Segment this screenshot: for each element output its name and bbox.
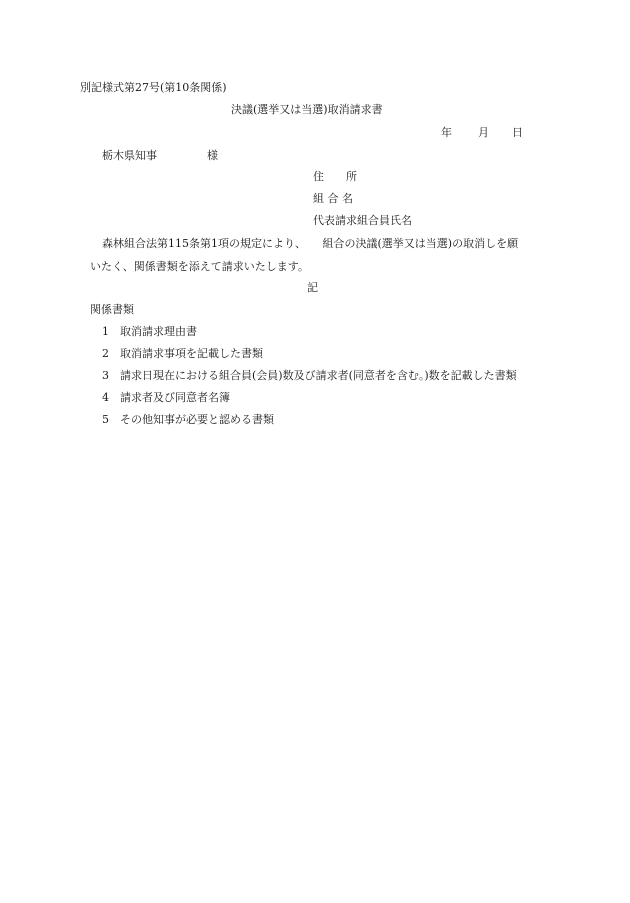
addressee-name: 栃木県知事 — [102, 149, 157, 162]
list-item-number: 2 — [102, 347, 109, 360]
list-item-text: 請求日現在における組合員(会員)数及び請求者(同意者を含む。)数を記載した書類 — [120, 369, 517, 382]
list-item-text: 請求者及び同意者名簿 — [120, 391, 230, 404]
list-item-number: 1 — [102, 325, 109, 338]
date-year-label: 年 — [441, 126, 452, 139]
list-item-text: 取消請求理由書 — [120, 325, 197, 338]
document-title: 決議(選挙又は当選)取消請求書 — [231, 103, 383, 116]
related-documents-heading: 関係書類 — [90, 303, 134, 316]
body-line-1: 森林組合法第115条第1項の規定により、 組合の決議(選挙又は当選)の取消しを願 — [102, 237, 519, 250]
date-day-label: 日 — [512, 126, 523, 139]
list-item-text: その他知事が必要と認める書類 — [120, 413, 274, 426]
addressee-honorific: 様 — [207, 149, 218, 162]
form-number: 別記様式第27号(第10条関係) — [80, 81, 227, 94]
list-item-number: 3 — [102, 369, 109, 382]
list-item-number: 4 — [102, 391, 109, 404]
ki-marker: 記 — [307, 281, 318, 294]
applicant-representative-label: 代表請求組合員氏名 — [313, 214, 412, 227]
body-line-2: いたく、関係書類を添えて請求いたします。 — [90, 260, 309, 273]
list-item-number: 5 — [102, 413, 109, 426]
applicant-address-label: 住 所 — [313, 170, 357, 183]
date-month-label: 月 — [478, 126, 489, 139]
applicant-association-label: 組 合 名 — [313, 192, 353, 205]
list-item-text: 取消請求事項を記載した書類 — [120, 347, 263, 360]
